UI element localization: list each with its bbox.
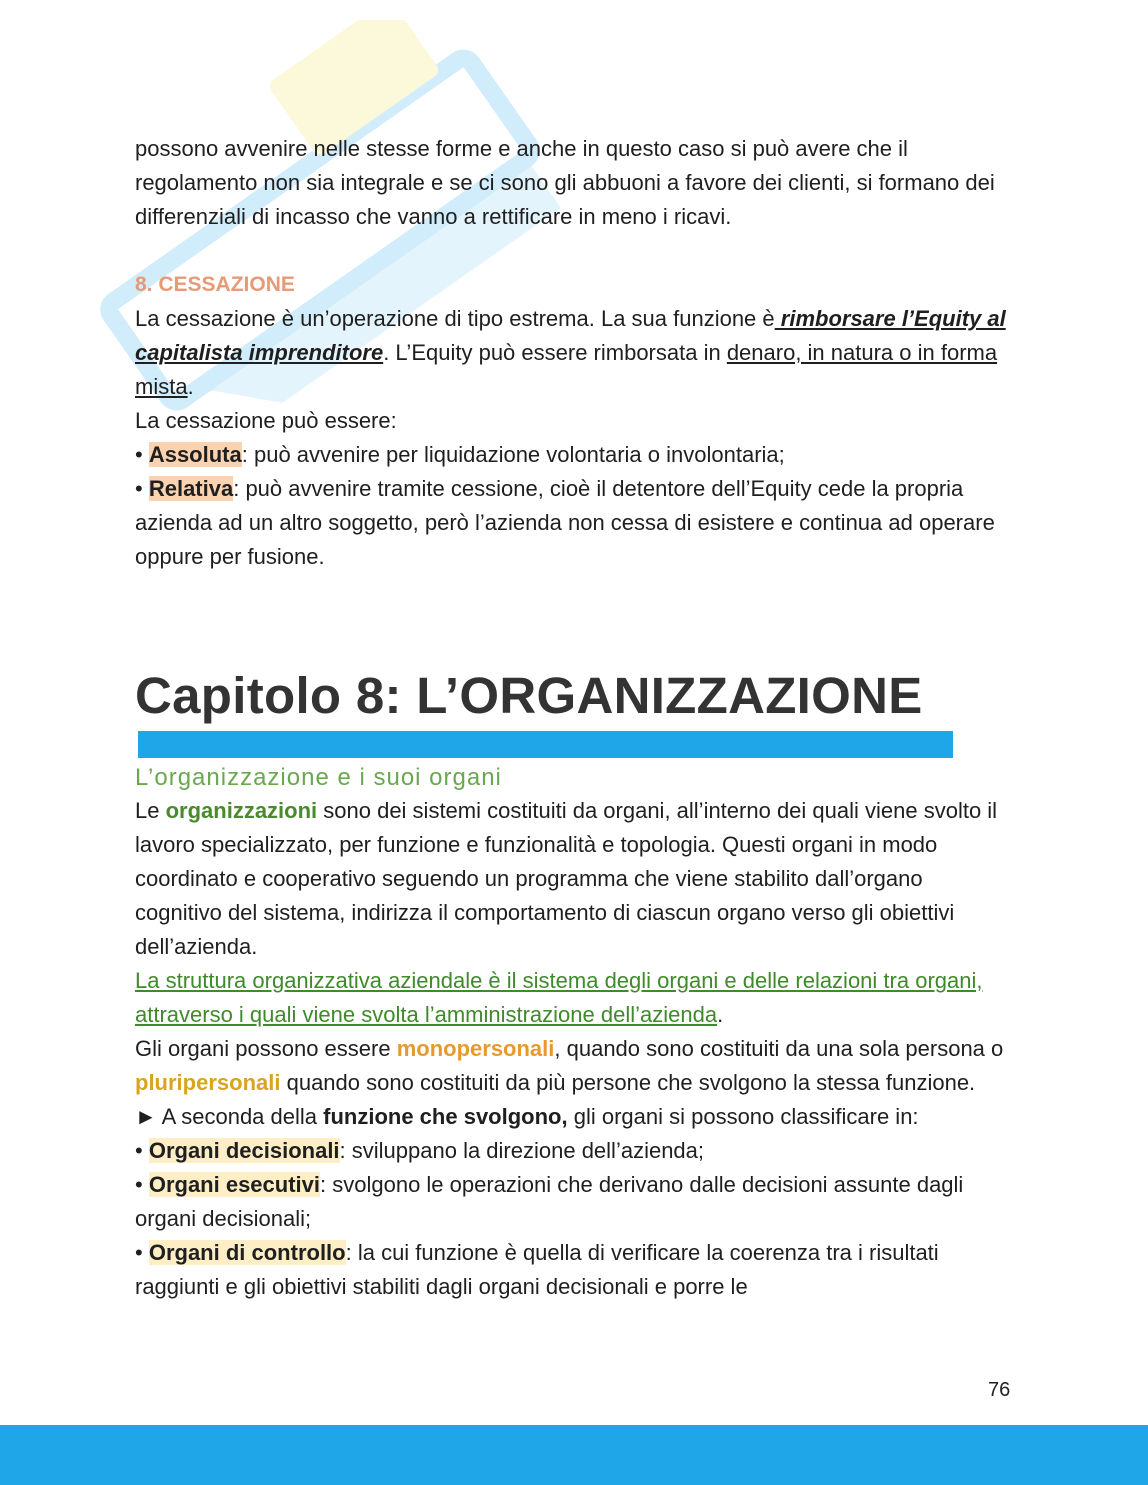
- funzione-paragraph: ► A seconda della funzione che svolgono, gli organi si possono classificare in:: [135, 1104, 919, 1129]
- highlight-relativa: Relativa: [148, 476, 234, 501]
- bold-funzione: funzione che svolgono,: [323, 1104, 568, 1129]
- intro-text: possono avvenire nelle stesse forme e anche in questo caso si può avere che il regolamento non sia integrale e se ci sono gli abbuoni a favore dei clienti, si formano dei differenziali di incasso che vanno a rettificare in meno i ricavi.: [135, 136, 995, 229]
- organi-types-paragraph: Gli organi possono essere monopersonali, quando sono costituiti da una sola persona o pluripersonali quando sono costituiti da più persone che svolgono la stessa funzione.: [135, 1036, 1004, 1095]
- underlined-definition: La struttura organizzativa aziendale è il sistema degli organi e delle relazioni tra organi, attraverso i quali viene svolta l’amministrazione dell’azienda: [135, 968, 983, 1027]
- chapter-subtitle: L’organizzazione e i suoi organi: [135, 764, 502, 791]
- list-item: • Organi decisionali: sviluppano la direzione dell’azienda;: [135, 1138, 705, 1163]
- highlight-organi-controllo: Organi di controllo: [148, 1240, 346, 1265]
- cessazione-intro-list: La cessazione può essere:: [135, 408, 397, 433]
- page-number: 76: [988, 1379, 1011, 1401]
- section-cessazione-body: [135, 302, 1015, 574]
- list-item: • Relativa: può avvenire tramite cessione, cioè il detentore dell’Equity cede la propria azienda ad un altro soggetto, però l’azienda non cessa di esistere e continua ad operare oppure per fusione.: [135, 476, 995, 569]
- list-item: • Assoluta: può avvenire per liquidazione volontaria o involontaria;: [135, 442, 785, 467]
- chapter-title: Capitolo 8: L’ORGANIZZAZIONE: [135, 667, 923, 724]
- intro-paragraph: [135, 132, 1015, 234]
- section-title: 8. CESSAZIONE: [135, 273, 295, 296]
- chapter-underline-bar: [138, 731, 953, 758]
- cessazione-paragraph: La cessazione è un’operazione di tipo estrema. La sua funzione è rimborsare l’Equity al capitalista imprenditore. L’Equity può essere rimborsata in denaro, in natura o in forma mista.: [135, 306, 1006, 399]
- bold-monopersonali: monopersonali: [396, 1036, 555, 1061]
- struttura-paragraph: La struttura organizzativa aziendale è il sistema degli organi e delle relazioni tra organi, attraverso i quali viene svolta l’amministrazione dell’azienda.: [135, 968, 983, 1027]
- highlight-organi-decisionali: Organi decisionali: [148, 1138, 340, 1163]
- highlight-assoluta: Assoluta: [148, 442, 242, 467]
- bold-pluripersonali: pluripersonali: [135, 1070, 281, 1095]
- emphasis-rimborsare: rimborsare l’Equity al capitalista imprenditore: [135, 306, 1006, 365]
- underlined-forms: denaro, in natura o in forma mista: [135, 340, 998, 399]
- organizzazioni-paragraph: Le organizzazioni sono dei sistemi costituiti da organi, all’interno dei quali viene svolto il lavoro specializzato, per funzione e funzionalità e topologia. Questi organi in modo coordinato e cooperativo seguendo un programma che viene stabilito dall’organo cognitivo del sistema, indirizza il comportamento di ciascun organo verso gli obiettivi dell’azienda.: [135, 798, 998, 959]
- highlight-organi-esecutivi: Organi esecutivi: [148, 1172, 321, 1197]
- list-item: • Organi esecutivi: svolgono le operazioni che derivano dalle decisioni assunte dagli organi decisionali;: [135, 1172, 964, 1231]
- list-item: • Organi di controllo: la cui funzione è quella di verificare la coerenza tra i risultati raggiunti e gli obiettivi stabiliti dagli organi decisionali e porre le: [135, 1240, 939, 1299]
- bold-organizzazioni: organizzazioni: [165, 798, 318, 823]
- chapter-body: [135, 794, 1015, 1304]
- footer-bar: [0, 1425, 1148, 1485]
